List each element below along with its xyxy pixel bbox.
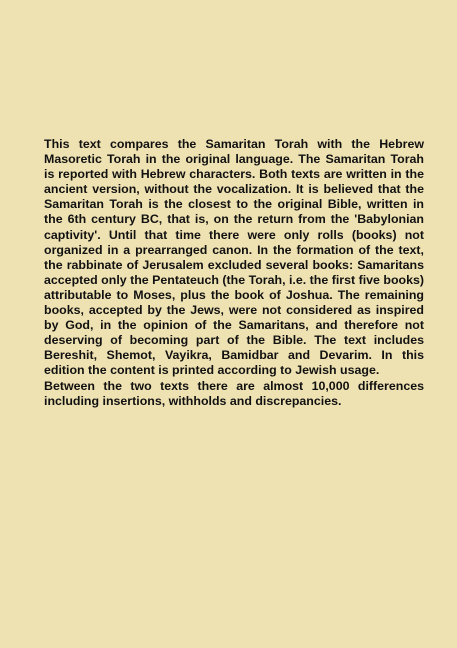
description-paragraph-2: Between the two texts there are almost 10,000 differences including insertions, withholds and discrepancies. (44, 378, 424, 408)
description-paragraph-1: This text compares the Samaritan Torah with the Hebrew Masoretic Torah in the original language. The Samaritan Torah is reported with Hebrew characters. Both texts are written in the ancient version, without the vocalization. It is believed that the Samaritan Torah is the closest to the original Bible, written in the 6th century BC, that is, on the return from the 'Babylonian captivity'. Until that time there were only rolls (books) not organized in a prearranged canon. In the formation of the text, the rabbinate of Jerusalem excluded several books: Samaritans accepted only the Pentateuch (the Torah, i.e. the first five books) attributable to Moses, plus the book of Joshua. The remaining books, accepted by the Jews, were not considered as inspired by God, in the opinion of the Samaritans, and therefore not deserving of becoming part of the Bible. The text includes Bereshit, Shemot, Vayikra, Bamidbar and Devarim. In this edition the content is printed according to Jewish usage. (44, 137, 424, 378)
description-text-block (44, 137, 424, 409)
